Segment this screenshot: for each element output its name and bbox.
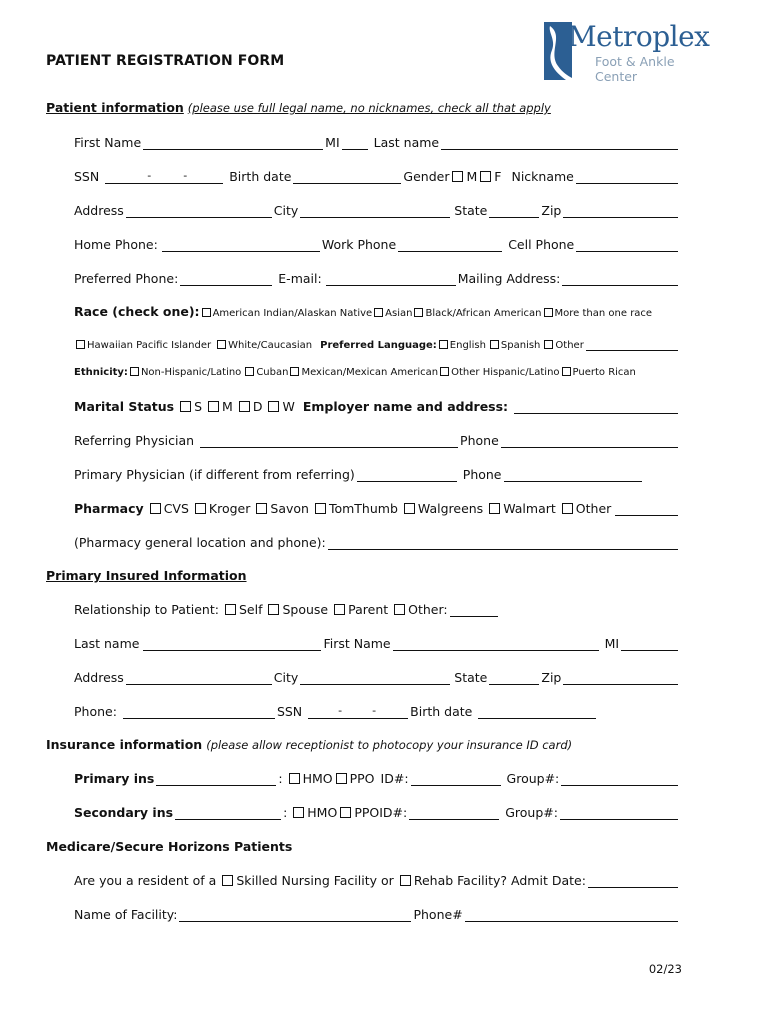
employer-field[interactable] [514, 400, 678, 414]
rel-spouse-checkbox[interactable] [268, 604, 279, 615]
rel-self-checkbox[interactable] [225, 604, 236, 615]
race-checkbox-3[interactable] [414, 308, 423, 317]
lang-other-field[interactable] [586, 337, 678, 351]
logo-brand: Metroplex [568, 20, 710, 53]
insured-mi-field[interactable] [621, 637, 678, 651]
birth-date-field[interactable] [293, 170, 401, 184]
snf-checkbox[interactable] [222, 875, 233, 886]
primary-physician-field[interactable] [357, 468, 457, 482]
insured-state-field[interactable] [489, 671, 539, 685]
referring-phone-field[interactable] [501, 434, 678, 448]
resident-row: Are you a resident of a Skilled Nursing Facility or Rehab Facility? Admit Date: [74, 873, 680, 888]
referring-row: Referring Physician Phone [74, 433, 680, 448]
gender-m-checkbox[interactable] [452, 171, 463, 182]
address-field[interactable] [126, 204, 272, 218]
secondary-hmo-checkbox[interactable] [293, 807, 304, 818]
insured-address-row: Address City State Zip [74, 670, 680, 685]
eth-checkbox-5[interactable] [562, 367, 571, 376]
logo-subtitle: Foot & Ankle Center [595, 54, 675, 84]
race-checkbox-1[interactable] [202, 308, 211, 317]
insured-zip-field[interactable] [563, 671, 678, 685]
marital-m-checkbox[interactable] [208, 401, 219, 412]
race-row: Race (check one): American Indian/Alaskan Native Asian Black/African American More than one race [74, 304, 653, 319]
ssn-field[interactable]: - - [105, 170, 223, 184]
insured-last-name-field[interactable] [143, 637, 321, 651]
insured-name-row: Last name First Name MI [74, 636, 680, 651]
marital-s-checkbox[interactable] [180, 401, 191, 412]
pharmacy-tomthumb-checkbox[interactable] [315, 503, 326, 514]
gender-f-checkbox[interactable] [480, 171, 491, 182]
cell-phone-field[interactable] [576, 238, 678, 252]
pharmacy-other-checkbox[interactable] [562, 503, 573, 514]
race-language-row: Hawaiian Pacific Islander White/Caucasian Preferred Language: English Spanish Other [74, 337, 680, 351]
insured-address-field[interactable] [126, 671, 272, 685]
pharmacy-cvs-checkbox[interactable] [150, 503, 161, 514]
marital-d-checkbox[interactable] [239, 401, 250, 412]
mailing-address-field[interactable] [562, 272, 678, 286]
rel-other-field[interactable] [450, 603, 498, 617]
ssn-row: SSN - - Birth date Gender M F Nickname [74, 169, 680, 184]
name-row: First Name MI Last name [74, 135, 680, 150]
eth-checkbox-1[interactable] [130, 367, 139, 376]
secondary-id-field[interactable] [409, 806, 499, 820]
rehab-checkbox[interactable] [400, 875, 411, 886]
ethnicity-row: Ethnicity: Non-Hispanic/Latino Cuban Mexican/Mexican American Other Hispanic/Latino Puerto Rican [74, 367, 636, 378]
pharmacy-walmart-checkbox[interactable] [489, 503, 500, 514]
insured-city-field[interactable] [300, 671, 450, 685]
secondary-ins-row: Secondary ins : HMO PPO ID#: Group#: [74, 805, 680, 820]
lang-english-checkbox[interactable] [439, 340, 448, 349]
rel-parent-checkbox[interactable] [334, 604, 345, 615]
marital-row: Marital Status S M D W Employer name and address: [74, 399, 680, 414]
state-field[interactable] [489, 204, 539, 218]
facility-phone-field[interactable] [465, 908, 678, 922]
facility-row: Name of Facility: Phone# [74, 907, 680, 922]
marital-w-checkbox[interactable] [268, 401, 279, 412]
primary-group-field[interactable] [561, 772, 678, 786]
page-code: 02/23 [648, 962, 682, 976]
admit-date-field[interactable] [588, 874, 678, 888]
work-phone-field[interactable] [398, 238, 502, 252]
insured-ssn-field[interactable]: - - [308, 705, 408, 719]
primary-id-field[interactable] [411, 772, 501, 786]
secondary-ppo-checkbox[interactable] [340, 807, 351, 818]
mi-field[interactable] [342, 136, 368, 150]
zip-field[interactable] [563, 204, 678, 218]
medicare-heading: Medicare/Secure Horizons Patients [46, 839, 293, 854]
secondary-ins-field[interactable] [175, 806, 281, 820]
last-name-field[interactable] [441, 136, 678, 150]
phone-row: Home Phone: Work Phone Cell Phone [74, 237, 680, 252]
home-phone-field[interactable] [162, 238, 320, 252]
eth-checkbox-2[interactable] [245, 367, 254, 376]
primary-ins-row: Primary ins : HMO PPO ID#: Group#: [74, 771, 680, 786]
primary-ppo-checkbox[interactable] [336, 773, 347, 784]
patient-info-heading: Patient information (please use full legal name, no nicknames, check all that apply [46, 100, 551, 115]
insured-birth-date-field[interactable] [478, 705, 596, 719]
preferred-phone-field[interactable] [180, 272, 272, 286]
first-name-field[interactable] [143, 136, 323, 150]
insured-first-name-field[interactable] [393, 637, 599, 651]
race-checkbox-4[interactable] [544, 308, 553, 317]
insured-phone-field[interactable] [123, 705, 275, 719]
city-field[interactable] [300, 204, 450, 218]
pharmacy-other-field[interactable] [615, 502, 678, 516]
insurance-heading: Insurance information (please allow receptionist to photocopy your insurance ID card) [46, 737, 573, 752]
race-checkbox-2[interactable] [374, 308, 383, 317]
nickname-field[interactable] [576, 170, 678, 184]
secondary-group-field[interactable] [560, 806, 678, 820]
primary-phone-field[interactable] [504, 468, 642, 482]
referring-physician-field[interactable] [200, 434, 458, 448]
pharmacy-location-field[interactable] [328, 536, 678, 550]
lang-other-checkbox[interactable] [544, 340, 553, 349]
primary-ins-field[interactable] [156, 772, 276, 786]
metroplex-logo [544, 22, 719, 82]
facility-name-field[interactable] [179, 908, 411, 922]
relationship-row: Relationship to Patient: Self Spouse Parent Other: [74, 602, 680, 617]
eth-checkbox-4[interactable] [440, 367, 449, 376]
pharmacy-walgreens-checkbox[interactable] [404, 503, 415, 514]
race-checkbox-6[interactable] [217, 340, 226, 349]
primary-hmo-checkbox[interactable] [289, 773, 300, 784]
pharmacy-kroger-checkbox[interactable] [195, 503, 206, 514]
pharmacy-location-row: (Pharmacy general location and phone): [74, 535, 680, 550]
form-title: PATIENT REGISTRATION FORM [46, 53, 285, 69]
preferred-phone-row: Preferred Phone: E-mail: Mailing Address: [74, 271, 680, 286]
address-row: Address City State Zip [74, 203, 680, 218]
lang-spanish-checkbox[interactable] [490, 340, 499, 349]
rel-other-checkbox[interactable] [394, 604, 405, 615]
primary-physician-row: Primary Physician (if different from referring) Phone [74, 467, 680, 482]
pharmacy-row: Pharmacy CVS Kroger Savon TomThumb Walgreens Walmart Other [74, 501, 680, 516]
insured-phone-row: Phone: SSN - - Birth date [74, 704, 680, 719]
primary-insured-heading: Primary Insured Information [46, 568, 247, 583]
email-field[interactable] [326, 272, 456, 286]
race-checkbox-5[interactable] [76, 340, 85, 349]
eth-checkbox-3[interactable] [290, 367, 299, 376]
pharmacy-savon-checkbox[interactable] [256, 503, 267, 514]
